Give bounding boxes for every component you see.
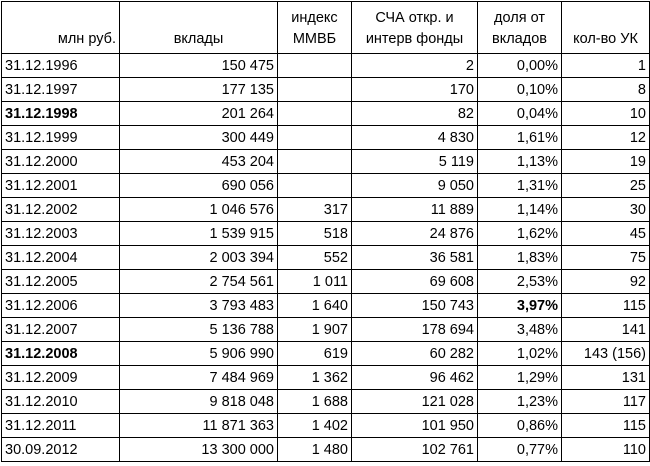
header-deposits: вклады [120, 2, 278, 54]
cell-fund-nav: 2 [352, 54, 478, 78]
cell-date: 30.09.2012 [2, 438, 120, 462]
cell-micex-index: 1 011 [278, 270, 352, 294]
cell-date: 31.12.2008 [2, 342, 120, 366]
cell-fund-nav: 9 050 [352, 174, 478, 198]
cell-date: 31.12.2000 [2, 150, 120, 174]
cell-uk-count: 110 [562, 438, 650, 462]
table-row [2, 54, 650, 78]
cell-fund-nav: 60 282 [352, 342, 478, 366]
cell-uk-count: 117 [562, 390, 650, 414]
cell-deposits: 201 264 [120, 102, 278, 126]
cell-fund-nav: 4 830 [352, 126, 478, 150]
cell-date: 31.12.2003 [2, 222, 120, 246]
cell-fund-nav: 150 743 [352, 294, 478, 318]
cell-micex-index: 1 480 [278, 438, 352, 462]
table-row [2, 102, 650, 126]
cell-uk-count: 115 [562, 294, 650, 318]
cell-uk-count: 131 [562, 366, 650, 390]
cell-deposits: 453 204 [120, 150, 278, 174]
cell-uk-count: 141 [562, 318, 650, 342]
cell-date: 31.12.2001 [2, 174, 120, 198]
cell-micex-index: 1 688 [278, 390, 352, 414]
cell-share: 1,83% [478, 246, 562, 270]
cell-fund-nav: 5 119 [352, 150, 478, 174]
cell-deposits: 690 056 [120, 174, 278, 198]
cell-share: 1,23% [478, 390, 562, 414]
table-row [2, 126, 650, 150]
cell-share: 1,61% [478, 126, 562, 150]
cell-share: 0,77% [478, 438, 562, 462]
cell-uk-count: 19 [562, 150, 650, 174]
cell-date: 31.12.1997 [2, 78, 120, 102]
cell-micex-index: 552 [278, 246, 352, 270]
header-share-of-deposits: доля от вкладов [478, 2, 562, 54]
cell-fund-nav: 178 694 [352, 318, 478, 342]
table-row [2, 366, 650, 390]
cell-fund-nav: 11 889 [352, 198, 478, 222]
cell-share: 0,00% [478, 54, 562, 78]
cell-uk-count: 75 [562, 246, 650, 270]
cell-deposits: 300 449 [120, 126, 278, 150]
table-row [2, 198, 650, 222]
cell-deposits: 7 484 969 [120, 366, 278, 390]
cell-micex-index: 1 640 [278, 294, 352, 318]
cell-share: 1,14% [478, 198, 562, 222]
cell-fund-nav: 82 [352, 102, 478, 126]
header-fund-nav: СЧА откр. и интерв фонды [352, 2, 478, 54]
cell-uk-count: 8 [562, 78, 650, 102]
cell-uk-count: 1 [562, 54, 650, 78]
cell-date: 31.12.2006 [2, 294, 120, 318]
cell-micex-index [278, 150, 352, 174]
cell-deposits: 3 793 483 [120, 294, 278, 318]
cell-uk-count: 92 [562, 270, 650, 294]
table-row [2, 246, 650, 270]
cell-fund-nav: 96 462 [352, 366, 478, 390]
table-row [2, 294, 650, 318]
cell-deposits: 2 754 561 [120, 270, 278, 294]
cell-uk-count: 45 [562, 222, 650, 246]
header-micex-index: индекс ММВБ [278, 2, 352, 54]
cell-deposits: 9 818 048 [120, 390, 278, 414]
cell-micex-index: 317 [278, 198, 352, 222]
cell-deposits: 5 906 990 [120, 342, 278, 366]
cell-date: 31.12.2007 [2, 318, 120, 342]
cell-share: 0,04% [478, 102, 562, 126]
cell-deposits: 11 871 363 [120, 414, 278, 438]
cell-share: 3,97% [478, 294, 562, 318]
table-row [2, 390, 650, 414]
table-row [2, 150, 650, 174]
cell-deposits: 13 300 000 [120, 438, 278, 462]
cell-micex-index [278, 54, 352, 78]
header-uk-count: кол-во УК [562, 2, 650, 54]
cell-uk-count: 25 [562, 174, 650, 198]
cell-deposits: 1 539 915 [120, 222, 278, 246]
table-row [2, 318, 650, 342]
cell-micex-index: 619 [278, 342, 352, 366]
cell-fund-nav: 121 028 [352, 390, 478, 414]
cell-micex-index [278, 78, 352, 102]
cell-micex-index [278, 102, 352, 126]
cell-fund-nav: 69 608 [352, 270, 478, 294]
cell-fund-nav: 102 761 [352, 438, 478, 462]
cell-uk-count: 12 [562, 126, 650, 150]
cell-share: 3,48% [478, 318, 562, 342]
cell-deposits: 2 003 394 [120, 246, 278, 270]
cell-fund-nav: 24 876 [352, 222, 478, 246]
cell-micex-index: 1 907 [278, 318, 352, 342]
table-header [2, 2, 650, 54]
cell-uk-count: 143 (156) [562, 342, 650, 366]
cell-date: 31.12.2011 [2, 414, 120, 438]
cell-date: 31.12.2009 [2, 366, 120, 390]
table-row [2, 414, 650, 438]
table-row [2, 222, 650, 246]
cell-share: 0,86% [478, 414, 562, 438]
cell-share: 1,29% [478, 366, 562, 390]
cell-micex-index: 1 402 [278, 414, 352, 438]
cell-share: 1,31% [478, 174, 562, 198]
table-row [2, 270, 650, 294]
cell-fund-nav: 101 950 [352, 414, 478, 438]
cell-date: 31.12.2005 [2, 270, 120, 294]
cell-micex-index: 1 362 [278, 366, 352, 390]
cell-uk-count: 30 [562, 198, 650, 222]
cell-share: 2,53% [478, 270, 562, 294]
cell-fund-nav: 36 581 [352, 246, 478, 270]
cell-share: 0,10% [478, 78, 562, 102]
data-table [1, 1, 650, 462]
header-units: млн руб. [2, 2, 120, 54]
cell-deposits: 177 135 [120, 78, 278, 102]
cell-date: 31.12.2002 [2, 198, 120, 222]
cell-date: 31.12.2004 [2, 246, 120, 270]
cell-micex-index [278, 126, 352, 150]
cell-deposits: 1 046 576 [120, 198, 278, 222]
table-row [2, 78, 650, 102]
table-row [2, 174, 650, 198]
cell-share: 1,62% [478, 222, 562, 246]
cell-date: 31.12.1999 [2, 126, 120, 150]
cell-deposits: 150 475 [120, 54, 278, 78]
table-body [2, 54, 650, 462]
cell-uk-count: 115 [562, 414, 650, 438]
cell-uk-count: 10 [562, 102, 650, 126]
cell-date: 31.12.2010 [2, 390, 120, 414]
cell-date: 31.12.1996 [2, 54, 120, 78]
header-row [2, 2, 650, 54]
cell-micex-index: 518 [278, 222, 352, 246]
cell-micex-index [278, 174, 352, 198]
cell-share: 1,02% [478, 342, 562, 366]
table-row [2, 342, 650, 366]
cell-deposits: 5 136 788 [120, 318, 278, 342]
table-row [2, 438, 650, 462]
cell-fund-nav: 170 [352, 78, 478, 102]
cell-share: 1,13% [478, 150, 562, 174]
cell-date: 31.12.1998 [2, 102, 120, 126]
